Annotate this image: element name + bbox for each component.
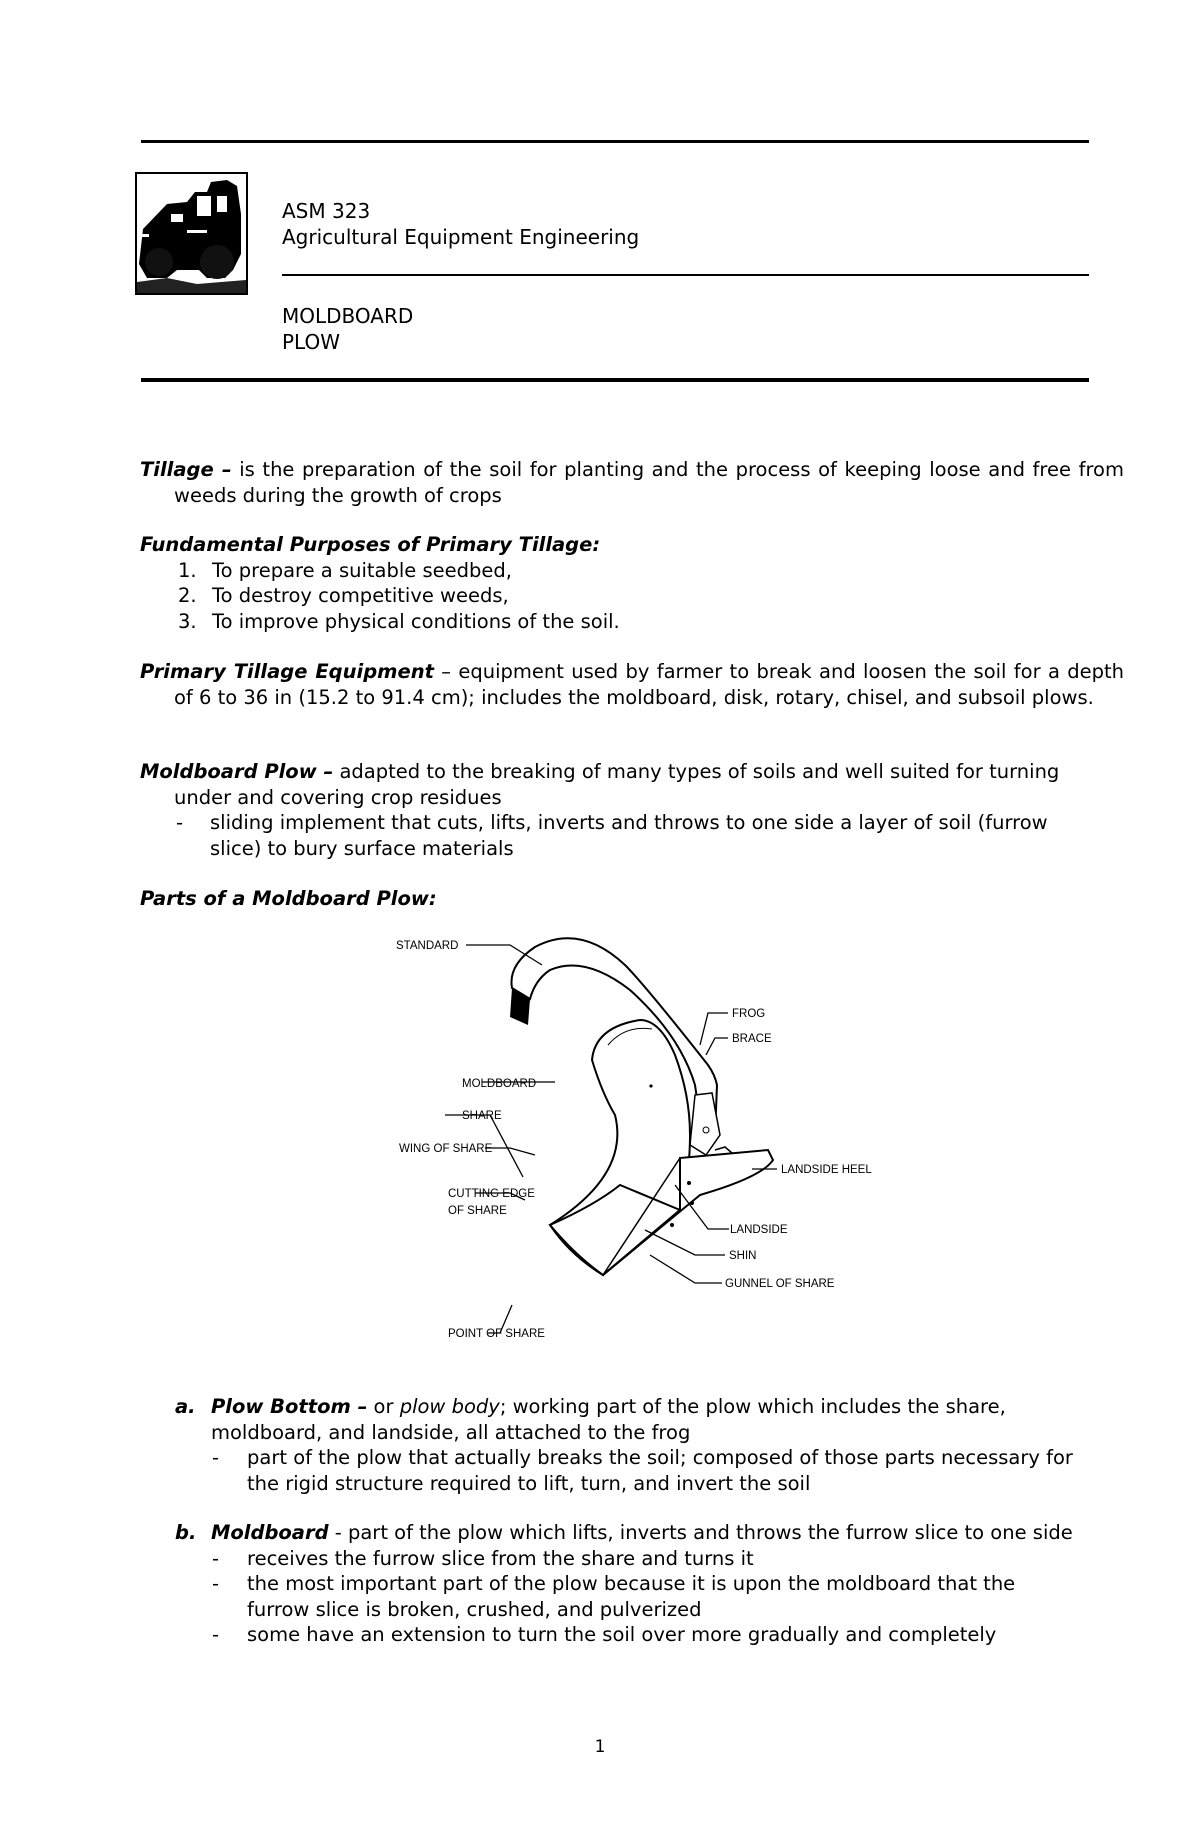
parts-heading: Parts of a Moldboard Plow:	[140, 887, 437, 910]
label-gunnel-of-share: GUNNEL OF SHARE	[725, 1278, 835, 1290]
part-b-term: Moldboard	[211, 1521, 329, 1544]
list-item	[175, 1571, 1080, 1622]
list-text: part of the plow that actually breaks the soil; composed of those parts necessary for the rigid structure required to lift, turn, and invert the soil	[247, 1446, 1073, 1495]
list-text: the most important part of the plow because it is upon the moldboard that the furrow slice is broken, crushed, and pulverized	[247, 1572, 1016, 1621]
moldboard-plow-bullets	[140, 810, 1090, 861]
list-text: To destroy competitive weeds,	[212, 584, 509, 607]
part-b	[175, 1520, 1080, 1648]
purposes-list	[140, 558, 1090, 635]
purposes-section	[140, 532, 1090, 634]
list-item	[140, 583, 1090, 609]
purposes-heading: Fundamental Purposes of Primary Tillage:	[140, 533, 601, 556]
label-standard: STANDARD	[396, 940, 459, 952]
tillage-definition	[140, 457, 1124, 508]
label-frog: FROG	[732, 1008, 766, 1020]
list-item	[140, 609, 1090, 635]
topic-line-1: MOLDBOARD	[282, 304, 414, 328]
bullet-dash: -	[212, 1546, 220, 1570]
course-title: Agricultural Equipment Engineering	[282, 225, 640, 249]
list-text: some have an extension to turn the soil over more gradually and completely	[247, 1623, 997, 1646]
part-b-bullets	[175, 1546, 1080, 1648]
label-landside-heel: LANDSIDE HEEL	[781, 1164, 872, 1176]
list-item	[175, 1622, 1080, 1648]
bullet-dash: -	[212, 1572, 220, 1595]
label-share: SHARE	[462, 1110, 502, 1122]
list-number: 1.	[178, 558, 197, 582]
moldboard-plow-term: Moldboard Plow –	[140, 760, 334, 783]
part-b-marker: b.	[175, 1521, 197, 1544]
label-shin: SHIN	[729, 1250, 757, 1262]
moldboard-plow-definition	[140, 759, 1090, 810]
bullet-dash: -	[212, 1446, 220, 1469]
moldboard-plow-section	[140, 759, 1090, 861]
page-number: 1	[594, 1737, 606, 1757]
list-text: To prepare a suitable seedbed,	[212, 558, 512, 582]
topic-line-2: PLOW	[282, 330, 341, 354]
list-item	[140, 558, 1090, 584]
moldboard-plow-diagram	[390, 925, 930, 1345]
list-text: receives the furrow slice from the share and turns it	[247, 1546, 754, 1570]
part-a-term: Plow Bottom –	[211, 1395, 368, 1418]
tillage-text: is the preparation of the soil for planting and the process of keeping loose and free from weeds during the growth of crops	[174, 458, 1124, 507]
label-cutting-edge-1: CUTTING EDGE	[448, 1188, 535, 1200]
tillage-term: Tillage –	[140, 458, 232, 481]
part-a	[175, 1394, 1080, 1496]
list-text: To improve physical conditions of the soil.	[212, 609, 620, 633]
bullet-dash: -	[176, 811, 184, 834]
part-b-lead	[175, 1520, 1080, 1546]
label-moldboard: MOLDBOARD	[462, 1078, 537, 1090]
part-a-bullets	[175, 1445, 1080, 1496]
tractor-image	[137, 174, 246, 293]
bottom-rule	[141, 378, 1089, 382]
list-text: sliding implement that cuts, lifts, inverts and throws to one side a layer of soil (furrow slice) to bury surface materials	[210, 811, 1048, 860]
label-landside: LANDSIDE	[730, 1224, 788, 1236]
part-a-alt: plow body	[399, 1395, 500, 1418]
list-item	[140, 810, 1090, 861]
top-rule	[141, 140, 1089, 143]
part-a-marker: a.	[175, 1395, 196, 1418]
label-cutting-edge-2: OF SHARE	[448, 1205, 507, 1217]
moldboard-plow-text: adapted to the breaking of many types of soils and well suited for turning under and covering crop residues	[174, 760, 1060, 809]
header-divider	[282, 274, 1089, 276]
label-brace: BRACE	[732, 1033, 772, 1045]
tractor-logo	[135, 172, 248, 295]
primary-equipment-term: Primary Tillage Equipment	[140, 660, 434, 683]
list-item	[175, 1546, 1080, 1572]
list-number: 3.	[178, 609, 197, 633]
part-a-text: ; working part of the plow which includes the share, moldboard, and landside, all attached to the frog	[211, 1395, 1006, 1444]
primary-equipment-text: – equipment used by farmer to break and loosen the soil for a depth of 6 to 36 in (15.2 to 91.4 cm); includes the moldboard, disk, rotary, chisel, and subsoil plows.	[174, 660, 1125, 709]
list-item	[175, 1445, 1080, 1496]
label-wing-of-share: WING OF SHARE	[399, 1143, 493, 1155]
part-a-pre: or	[367, 1395, 400, 1418]
part-b-text: - part of the plow which lifts, inverts and throws the furrow slice to one side	[328, 1521, 1073, 1544]
part-a-lead	[175, 1394, 1080, 1445]
label-point-of-share: POINT OF SHARE	[448, 1328, 545, 1340]
bullet-dash: -	[212, 1623, 220, 1646]
primary-equipment-definition	[140, 659, 1124, 710]
list-number: 2.	[178, 584, 197, 607]
course-code: ASM 323	[282, 199, 371, 223]
